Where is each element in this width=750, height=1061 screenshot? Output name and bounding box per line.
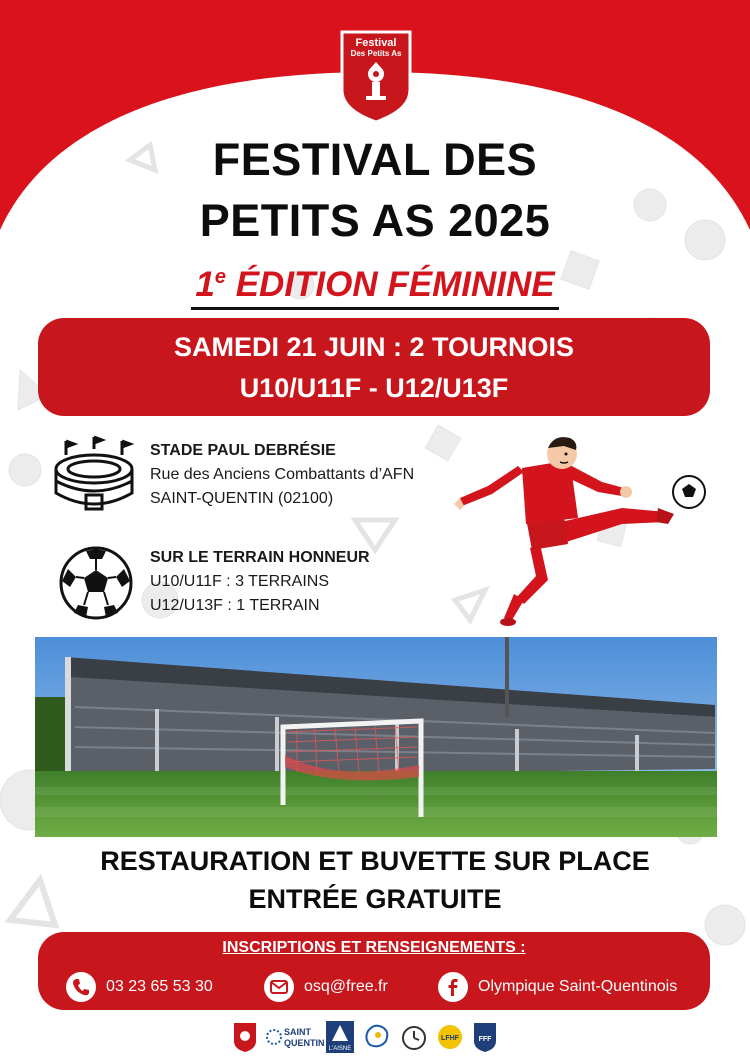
logo-line1: Festival (355, 37, 397, 49)
subtitle-text (191, 256, 558, 310)
partner-logos (232, 1019, 522, 1055)
subtitle-edition (0, 256, 750, 310)
venue-name: STADE PAUL DEBRÉSIE (150, 442, 336, 459)
contact-banner (38, 932, 710, 1010)
title-line-2: PETITS AS 2025 (199, 195, 551, 246)
facebook-page: Olympique Saint-Quentinois (478, 978, 678, 995)
venue-city: SAINT-QUENTIN (02100) (150, 490, 334, 507)
logo-line2: Des Petits As (350, 49, 402, 58)
aisne-label: L'AISNE (328, 1046, 352, 1052)
lfhf-label: LFHF (441, 1035, 459, 1042)
title-line-1: FESTIVAL DES (212, 134, 538, 185)
contact-title: INSCRIPTIONS ET RENSEIGNEMENTS : (222, 939, 526, 956)
fields-info (150, 546, 370, 618)
subtitle-rest: ÉDITION FÉMININE (225, 264, 555, 304)
saint-quentin-logo (266, 1021, 325, 1053)
date-line: SAMEDI 21 JUIN : 2 TOURNOIS (173, 332, 575, 362)
date-banner (38, 318, 710, 416)
venue-info (150, 439, 414, 511)
facebook-icon (438, 972, 468, 1002)
email-contact[interactable] (264, 972, 388, 1002)
club-logo (232, 1021, 258, 1053)
lfhf-logo (436, 1021, 464, 1053)
phone-contact[interactable] (66, 972, 213, 1002)
fff-logo (472, 1021, 498, 1053)
venue-street: Rue des Anciens Combattants d’AFN (150, 466, 415, 483)
aisne-logo (326, 1021, 354, 1053)
catering-line: RESTAURATION ET BUVETTE SUR PLACE (100, 846, 650, 876)
stadium-photo (35, 637, 717, 837)
subtitle-ordinal-suffix: e (214, 266, 226, 288)
soccer-ball-icon (58, 545, 134, 621)
free-entry-line: ENTRÉE GRATUITE (248, 884, 502, 914)
subtitle-ordinal: 1 (195, 264, 215, 304)
facebook-contact[interactable] (438, 972, 677, 1002)
saint-quentin-line2: QUENTIN (284, 1038, 325, 1048)
fff-label: FFF (478, 1036, 492, 1043)
fields-line-1: U10/U11F : 3 TERRAINS (150, 573, 330, 590)
stadium-icon (52, 437, 136, 515)
region-logo (362, 1021, 392, 1053)
fields-heading: SUR LE TERRAIN HONNEUR (150, 549, 370, 566)
festival-logo (338, 30, 414, 124)
clock-logo (400, 1021, 428, 1053)
categories-line: U10/U11F - U12/U13F (239, 373, 509, 403)
mail-icon (264, 972, 294, 1002)
phone-icon (66, 972, 96, 1002)
email-address: osq@free.fr (304, 978, 388, 995)
fields-line-2: U12/U13F : 1 TERRAIN (150, 597, 320, 614)
saint-quentin-line1: SAINT (284, 1027, 311, 1037)
phone-number: 03 23 65 53 30 (106, 978, 213, 995)
player-illustration (452, 432, 717, 632)
